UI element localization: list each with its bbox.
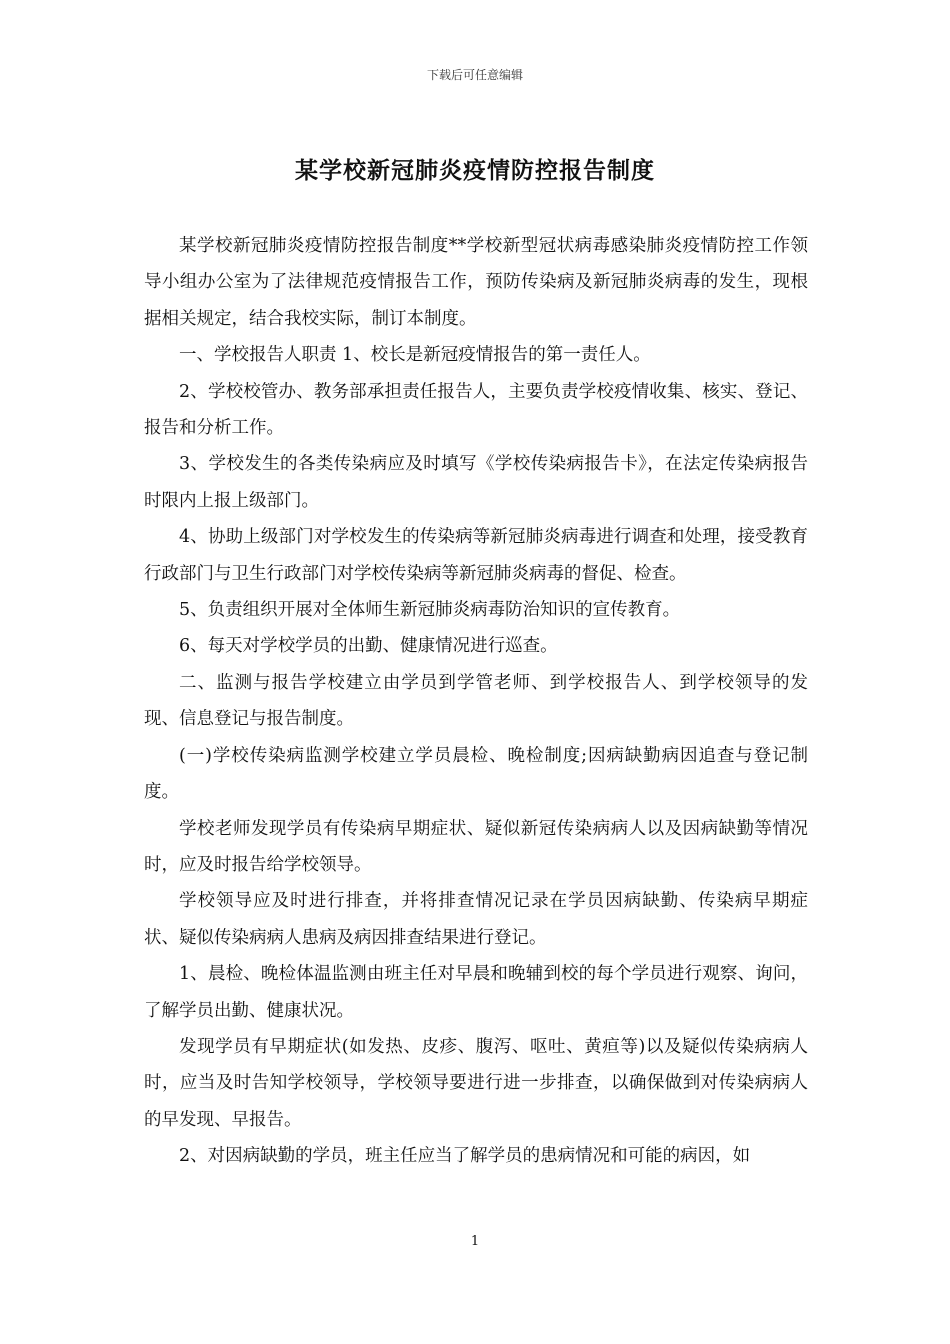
document-title: 某学校新冠肺炎疫情防控报告制度 [295, 158, 655, 184]
paragraph: 学校领导应及时进行排查，并将排查情况记录在学员因病缺勤、传染病早期症状、疑似传染病病人患病及病因排查结果进行登记。 [144, 891, 808, 948]
paragraph: 发现学员有早期症状(如发热、皮疹、腹泻、呕吐、黄疸等)以及疑似传染病病人时，应当及时告知学校领导，学校领导要进行进一步排查，以确保做到对传染病病人的早发现、早报告。 [144, 1036, 808, 1130]
document-body [144, 228, 808, 1175]
paragraph: (一)学校传染病监测学校建立学员晨检、晚检制度;因病缺勤病因追查与登记制度。 [144, 745, 808, 803]
paragraph: 2、学校校管办、教务部承担责任报告人，主要负责学校疫情收集、核实、登记、报告和分析工作。 [144, 381, 808, 439]
paragraph: 4、协助上级部门对学校发生的传染病等新冠肺炎病毒进行调查和处理，接受教育行政部门与卫生行政部门对学校传染病等新冠肺炎病毒的督促、检查。 [144, 527, 808, 584]
header-note: 下载后可任意编辑 [426, 68, 523, 82]
paragraph-intro: 某学校新冠肺炎疫情防控报告制度**学校新型冠状病毒感染肺炎疫情防控工作领导小组办公室为了法律规范疫情报告工作，预防传染病及新冠肺炎病毒的发生，现根据相关规定，结合我校实际，制订本制度。 [144, 236, 808, 329]
paragraph: 3、学校发生的各类传染病应及时填写《学校传染病报告卡》，在法定传染病报告时限内上报上级部门。 [144, 454, 808, 511]
paragraph: 一、学校报告人职责 1、校长是新冠疫情报告的第一责任人。 [179, 345, 651, 366]
page-number: 1 [470, 1234, 480, 1249]
paragraph: 学校老师发现学员有传染病早期症状、疑似新冠传染病病人以及因病缺勤等情况时，应及时报告给学校领导。 [144, 818, 808, 875]
paragraph: 1、晨检、晚检体温监测由班主任对早晨和晚辅到校的每个学员进行观察、询问，了解学员出勤、健康状况。 [144, 964, 808, 1021]
paragraph: 5、负责组织开展对全体师生新冠肺炎病毒防治知识的宣传教育。 [179, 600, 681, 621]
paragraph: 6、每天对学校学员的出勤、健康情况进行巡查。 [179, 636, 558, 657]
paragraph: 二、监测与报告学校建立由学员到学管老师、到学校报告人、到学校领导的发现、信息登记与报告制度。 [144, 672, 808, 730]
paragraph: 2、对因病缺勤的学员，班主任应当了解学员的患病情况和可能的病因，如 [179, 1146, 751, 1167]
